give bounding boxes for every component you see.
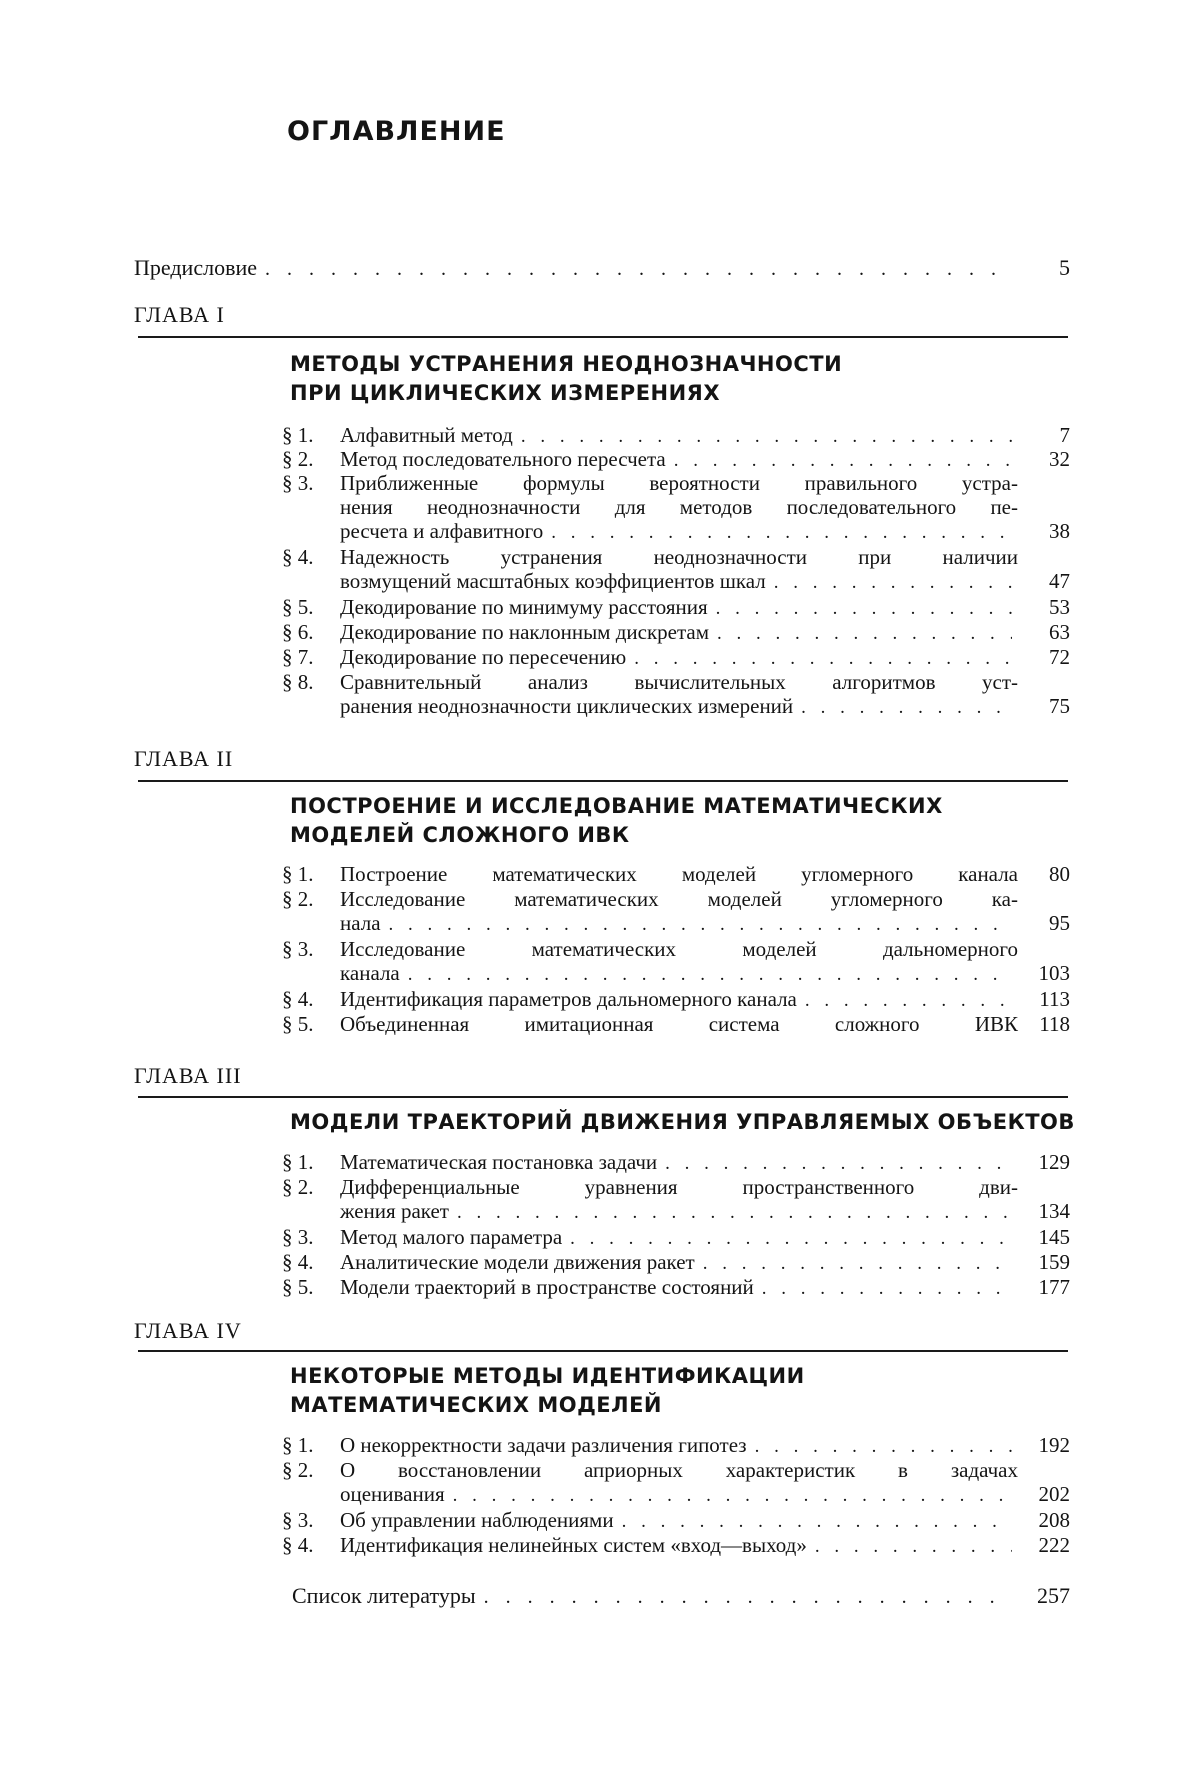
section-title: Метод малого параметра [340,1225,563,1249]
section-title: Аналитические модели движения ракет [340,1250,695,1274]
page-number: 38 [1049,519,1070,543]
chapter-title: ПОСТРОЕНИЕ И ИССЛЕДОВАНИЕ МАТЕМАТИЧЕСКИХ МОДЕЛЕЙ СЛОЖНОГО ИВК [290,794,943,847]
section-title: Декодирование по пересечению [340,645,627,669]
section-title: Математическая постановка задачи [340,1150,658,1174]
page-number: 134 [1038,1199,1070,1223]
dot-leader [717,622,1012,646]
section-title: О восстановлении априорных характеристик в задачах [340,1458,1018,1482]
page-number: 222 [1038,1533,1070,1557]
dot-leader [551,521,1012,545]
page-number: 53 [1049,595,1070,619]
section-number: § 8. [282,670,314,694]
section-title: Модели траекторий в пространстве состояний [340,1275,754,1299]
section-number: § 4. [282,987,314,1011]
dot-leader [716,597,1012,621]
section-number: § 3. [282,1508,314,1532]
page-number: 80 [1049,862,1070,886]
section-number: § 2. [282,887,314,911]
page-number: 5 [1059,255,1070,280]
section-title: Об управлении наблюдениями [340,1508,614,1532]
section-number: § 1. [282,423,314,447]
section-number: § 4. [282,545,314,569]
entry-title: Список литературы [292,1583,476,1608]
dot-leader [801,696,1012,720]
page-number: 103 [1038,961,1070,985]
section-title: Приближенные формулы вероятности правильного устра- [340,471,1018,495]
page-number: 202 [1038,1482,1070,1506]
page-number: 32 [1049,447,1070,471]
chapter-title: МОДЕЛИ ТРАЕКТОРИЙ ДВИЖЕНИЯ УПРАВЛЯЕМЫХ ОБЪЕКТОВ [290,1110,1075,1134]
section-title: Надежность устранения неоднозначности при наличии [340,545,1018,569]
entry-title: Предисловие [134,255,257,280]
section-number: § 3. [282,471,314,495]
toc-entry-bibliography[interactable] [292,1583,1070,1610]
page-title: ОГЛАВЛЕНИЕ [287,116,506,147]
toc-entry-preface[interactable] [134,255,1070,282]
section-number: § 4. [282,1533,314,1557]
page-number: 129 [1038,1150,1070,1174]
section-title: Сравнительный анализ вычислительных алгоритмов уст- [340,670,1018,694]
section-title: О некорректности задачи различения гипотез [340,1433,747,1457]
section-number: § 2. [282,447,314,471]
page-number: 257 [1037,1583,1070,1608]
section-title: Исследование математических моделей дальномерного [340,937,1018,961]
page-number: 75 [1049,694,1070,718]
dot-leader [457,1201,1012,1225]
section-title: возмущений масштабных коэффициентов шкал [340,569,766,593]
dot-leader [815,1535,1012,1559]
section-number: § 5. [282,1275,314,1299]
page-number: 113 [1039,987,1070,1011]
section-number: § 5. [282,1012,314,1036]
section-title: Идентификация нелинейных систем «вход—выход» [340,1533,807,1557]
section-title: Идентификация параметров дальномерного канала [340,987,797,1011]
page-number: 63 [1049,620,1070,644]
chapter-label: ГЛАВА I [134,302,225,327]
dot-leader [762,1277,1012,1301]
dot-leader [521,425,1012,449]
chapter-divider [138,780,1068,782]
dot-leader [755,1435,1012,1459]
dot-leader [265,257,1004,282]
section-title: Дифференциальные уравнения пространственного дви- [340,1175,1018,1199]
dot-leader [570,1227,1012,1251]
section-title: ресчета и алфавитного [340,519,544,543]
section-number: § 7. [282,645,314,669]
section-title: Декодирование по наклонным дискретам [340,620,710,644]
section-number: § 5. [282,595,314,619]
page-number: 159 [1038,1250,1070,1274]
dot-leader [774,571,1012,595]
page-number: 95 [1049,911,1070,935]
page-number: 47 [1049,569,1070,593]
chapter-label: ГЛАВА IV [134,1318,242,1343]
dot-leader [634,647,1012,671]
dot-leader [665,1152,1012,1176]
chapter-label: ГЛАВА III [134,1063,242,1088]
section-title: Объединенная имитационная система сложного ИВК [340,1012,1018,1036]
dot-leader [805,989,1012,1013]
section-number: § 6. [282,620,314,644]
section-title: Алфавитный метод [340,423,513,447]
section-title: Метод последовательного пересчета [340,447,666,471]
dot-leader [453,1484,1012,1508]
chapter-divider [138,336,1068,338]
section-title: Построение математических моделей угломерного канала [340,862,1018,886]
dot-leader [408,963,1012,987]
dot-leader [674,449,1012,473]
section-title: оценивания [340,1482,445,1506]
dot-leader [389,913,1012,937]
page-number: 72 [1049,645,1070,669]
dot-leader [622,1510,1012,1534]
dot-leader [484,1585,1004,1610]
dot-leader [703,1252,1012,1276]
section-title: жения ракет [340,1199,449,1223]
section-number: § 4. [282,1250,314,1274]
section-title: Декодирование по минимуму расстояния [340,595,708,619]
chapter-divider [138,1350,1068,1352]
page-number: 177 [1038,1275,1070,1299]
chapter-divider [138,1096,1068,1098]
section-title: ранения неоднозначности циклических измерений [340,694,794,718]
section-number: § 2. [282,1175,314,1199]
section-title: канала [340,961,400,985]
section-number: § 3. [282,937,314,961]
chapter-label: ГЛАВА II [134,746,234,771]
section-title: Исследование математических моделей угломерного ка- [340,887,1018,911]
section-number: § 1. [282,1433,314,1457]
section-title: нения неоднозначности для методов последовательного пе- [340,495,1018,519]
section-number: § 2. [282,1458,314,1482]
section-number: § 1. [282,862,314,886]
chapter-title: НЕКОТОРЫЕ МЕТОДЫ ИДЕНТИФИКАЦИИ МАТЕМАТИЧЕСКИХ МОДЕЛЕЙ [290,1364,805,1417]
chapter-title: МЕТОДЫ УСТРАНЕНИЯ НЕОДНОЗНАЧНОСТИ ПРИ ЦИКЛИЧЕСКИХ ИЗМЕРЕНИЯХ [290,352,843,405]
section-title: нала [340,911,381,935]
page-number: 118 [1039,1012,1070,1036]
page-number: 208 [1038,1508,1070,1532]
section-number: § 1. [282,1150,314,1174]
section-number: § 3. [282,1225,314,1249]
page-number: 7 [1059,423,1070,447]
page-number: 192 [1038,1433,1070,1457]
page-number: 145 [1038,1225,1070,1249]
